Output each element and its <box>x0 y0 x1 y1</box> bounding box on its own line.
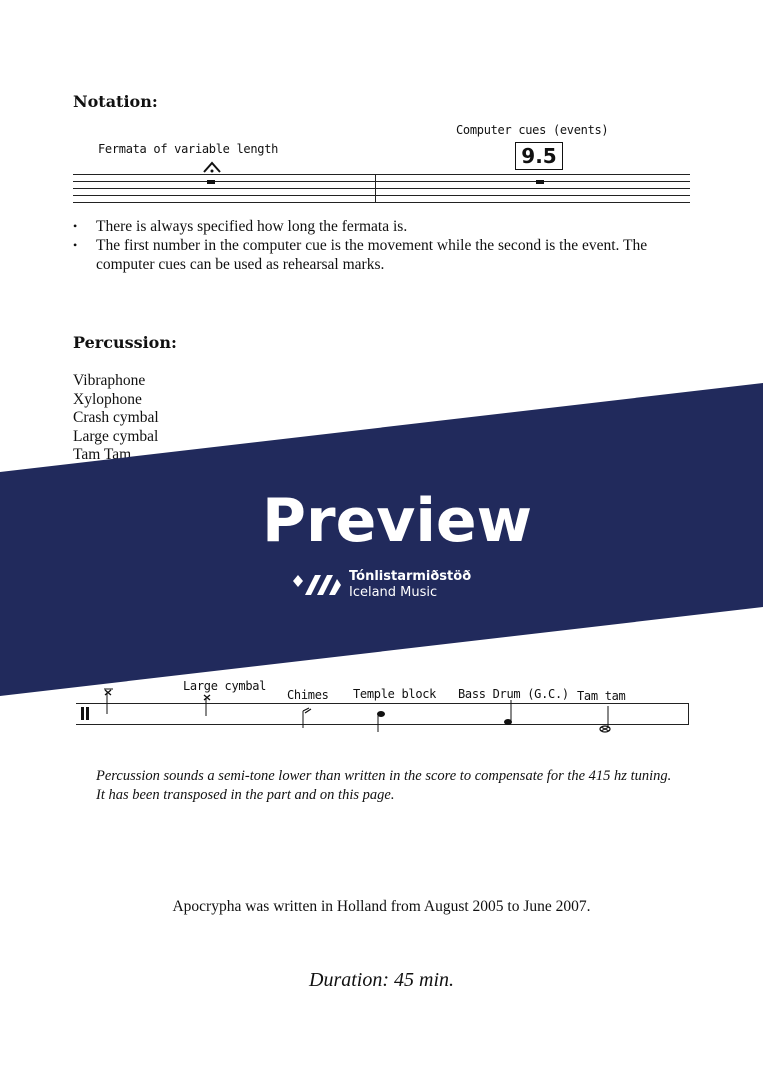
percussion-note: Percussion sounds a semi-tone lower than written in the score to compensate for the 415 hz tuning. It has been transposed in the part and on this page. <box>96 768 672 803</box>
instrument-item: Tam Tam <box>73 446 132 464</box>
staff-label: Large cymbal <box>183 679 267 693</box>
x-note-icon <box>204 695 210 716</box>
staff-label: Bass Drum (G.C.) <box>458 687 569 701</box>
instrument-item: Crash cymbal <box>73 409 159 427</box>
instrument-item: Xylophone <box>73 390 142 408</box>
notes-svg <box>76 680 689 740</box>
temple-block-note-icon <box>377 711 385 732</box>
tam-tam-note-icon <box>600 706 610 732</box>
instrument-item: Large cymbal <box>73 427 159 445</box>
iceland-music-logo-icon <box>293 571 341 597</box>
percussion-heading: Percussion: <box>73 333 177 352</box>
preview-title: Preview <box>262 486 533 556</box>
duration: Duration: 45 min. <box>309 969 454 991</box>
instrument-item: Vibraphone <box>73 372 146 389</box>
staff-label: Temple block <box>353 687 437 701</box>
logo-subtitle: Iceland Music <box>349 585 438 600</box>
fermata-label: Fermata of variable length <box>98 142 279 156</box>
bass-drum-note-icon <box>504 700 512 725</box>
bullet-item: • There is always specified how long the fermata is. <box>73 217 683 236</box>
cue-number-box: 9.5 <box>515 142 563 170</box>
composition-info: Apocrypha was written in Holland from August 2005 to June 2007. <box>172 898 591 915</box>
notation-heading: Notation: <box>73 92 158 111</box>
cue-label: Computer cues (events) <box>456 123 609 137</box>
staff-label: Tam tam <box>577 689 626 703</box>
logo-name: Tónlistarmiðstöð <box>349 569 472 584</box>
chimes-note-icon <box>303 708 311 728</box>
bullet-item: • The first number in the computer cue is the movement while the second is the event. The computer cues can be used as rehearsal marks. <box>73 236 683 274</box>
staff-label: Chimes <box>287 688 329 702</box>
x-note-icon <box>104 689 113 714</box>
